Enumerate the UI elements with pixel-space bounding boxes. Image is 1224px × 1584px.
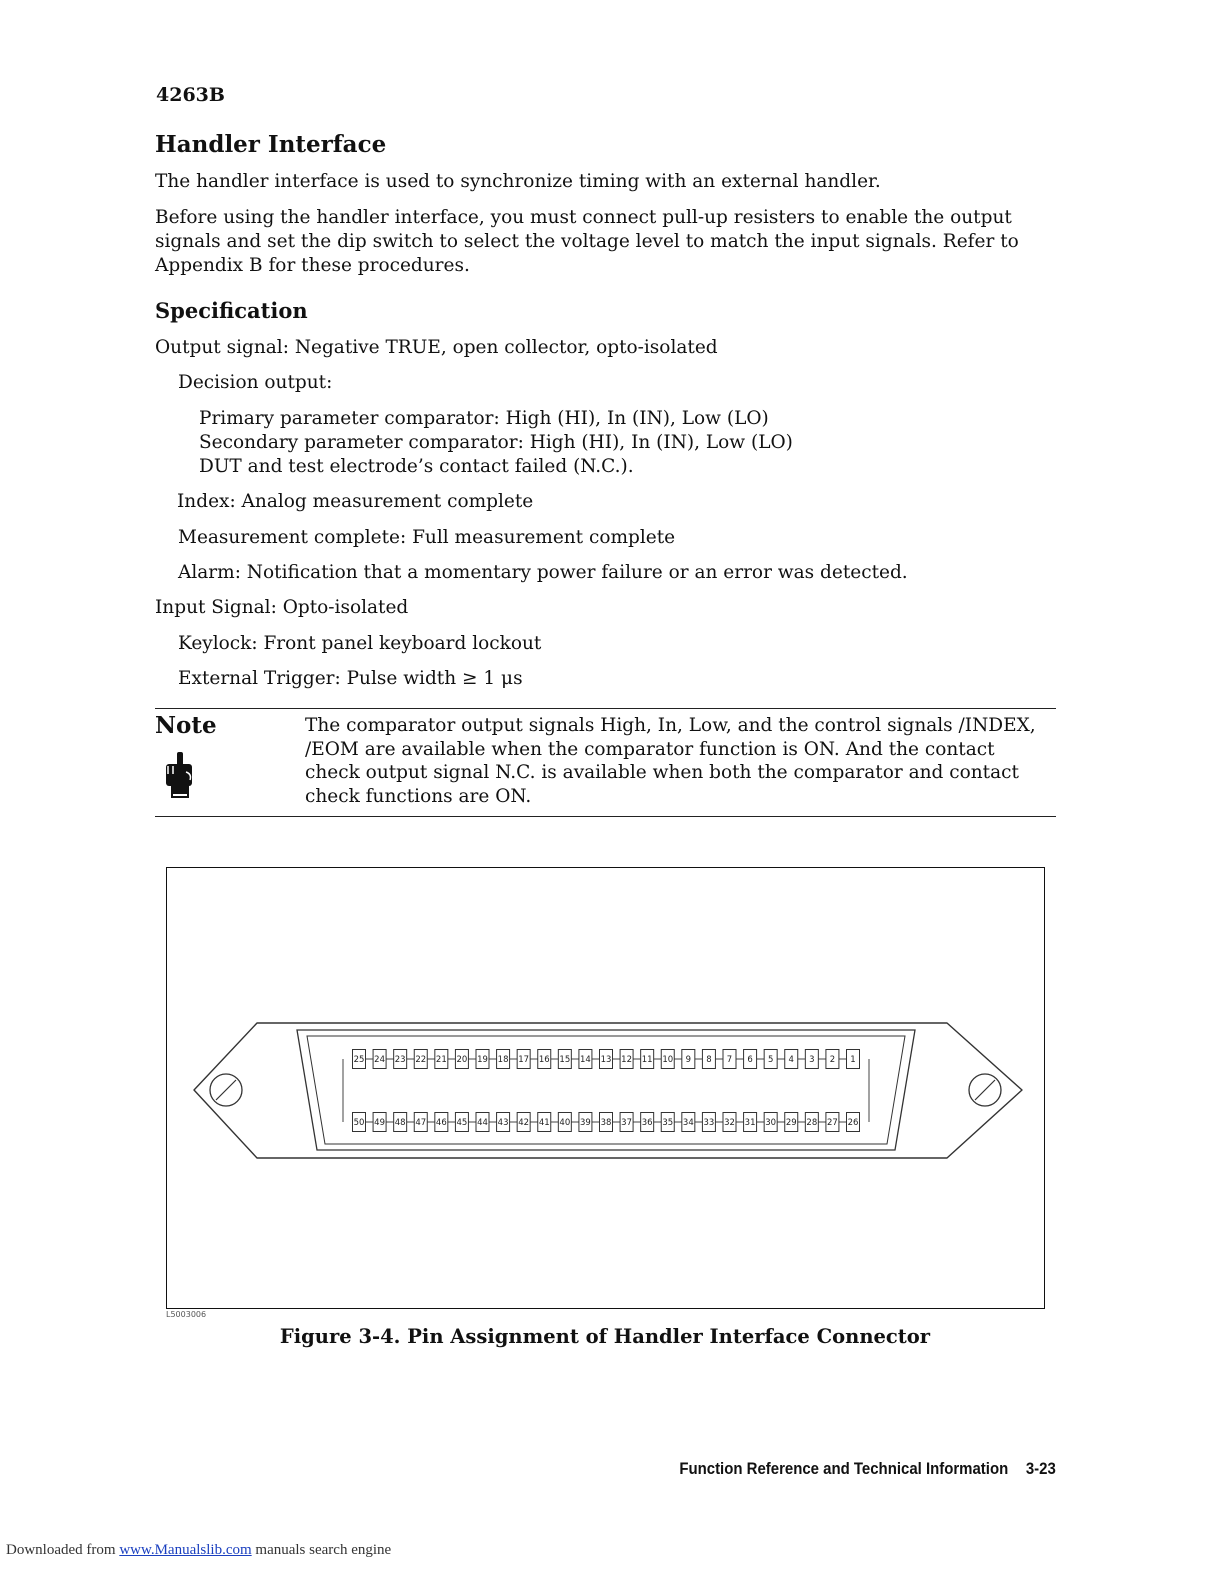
pin-label: 12 bbox=[621, 1055, 632, 1065]
figure-id: L5003006 bbox=[166, 1310, 207, 1319]
spec-meas-complete: Measurement complete: Full measurement complete bbox=[178, 527, 676, 548]
pin-label: 11 bbox=[641, 1055, 653, 1065]
pin-label: 13 bbox=[600, 1055, 612, 1065]
pin-label: 7 bbox=[726, 1055, 733, 1065]
pin-label: 20 bbox=[456, 1055, 468, 1065]
pin-label: 32 bbox=[724, 1118, 735, 1128]
pin-label: 18 bbox=[497, 1055, 509, 1065]
pin-label: 38 bbox=[600, 1118, 612, 1128]
pin-label: 44 bbox=[477, 1118, 488, 1128]
spec-input-signal: Input Signal: Opto-isolated bbox=[155, 597, 409, 618]
note-line: check functions are ON. bbox=[305, 785, 532, 807]
pin-label: 24 bbox=[374, 1055, 385, 1065]
spec-secondary: Secondary parameter comparator: High (HI), In (IN), Low (LO) bbox=[199, 432, 793, 453]
note-line: /EOM are available when the comparator function is ON. And the contact bbox=[305, 738, 995, 760]
pin-label: 16 bbox=[538, 1055, 550, 1065]
pin-label: 47 bbox=[415, 1118, 427, 1128]
pin-label: 26 bbox=[847, 1118, 859, 1128]
download-prefix: Downloaded from bbox=[6, 1542, 120, 1558]
pin-label: 2 bbox=[829, 1055, 836, 1065]
spec-index: Index: Analog measurement complete bbox=[177, 491, 534, 512]
note-label: Note bbox=[155, 712, 217, 739]
pin-label: 10 bbox=[662, 1055, 674, 1065]
pin-label: 30 bbox=[765, 1118, 777, 1128]
spec-alarm: Alarm: Notification that a momentary power failure or an error was detected. bbox=[178, 562, 908, 583]
pin-label: 23 bbox=[394, 1055, 406, 1065]
pin-label: 42 bbox=[518, 1118, 530, 1128]
spec-decision-output: Decision output: bbox=[178, 372, 333, 393]
figure-frame bbox=[166, 867, 1045, 1309]
pin-label: 1 bbox=[850, 1055, 856, 1065]
intro-line: signals and set the dip switch to select the voltage level to match the input signals. Refer to bbox=[155, 231, 1019, 252]
page-footer bbox=[680, 1459, 1056, 1479]
figure-caption: Figure 3-4. Pin Assignment of Handler Interface Connector bbox=[279, 1325, 931, 1348]
spec-primary: Primary parameter comparator: High (HI), In (IN), Low (LO) bbox=[199, 408, 769, 429]
pin-label: 29 bbox=[785, 1118, 797, 1128]
pin-label: 41 bbox=[538, 1118, 550, 1128]
pin-label: 48 bbox=[394, 1118, 406, 1128]
pin-label: 28 bbox=[806, 1118, 818, 1128]
pin-label: 14 bbox=[580, 1055, 591, 1065]
pin-label: 17 bbox=[518, 1055, 530, 1065]
pin-label: 46 bbox=[435, 1118, 447, 1128]
pin-label: 25 bbox=[353, 1055, 365, 1065]
note-top-rule bbox=[155, 708, 1056, 709]
note-line: check output signal N.C. is available when both the comparator and contact bbox=[305, 762, 1019, 783]
pin-label: 27 bbox=[827, 1118, 838, 1128]
pin-label: 31 bbox=[744, 1118, 756, 1128]
intro-paragraph-1: The handler interface is used to synchronize timing with an external handler. bbox=[155, 171, 881, 192]
connector-diagram bbox=[167, 868, 1044, 1308]
pin-label: 43 bbox=[497, 1118, 509, 1128]
pin-label: 49 bbox=[374, 1118, 385, 1128]
spec-output-signal: Output signal: Negative TRUE, open collector, opto-isolated bbox=[155, 337, 718, 358]
page-number: 3-23 bbox=[1026, 1459, 1056, 1478]
spec-heading: Specification bbox=[155, 298, 308, 323]
spec-keylock: Keylock: Front panel keyboard lockout bbox=[178, 633, 542, 654]
pin-label: 6 bbox=[747, 1055, 753, 1065]
section-title: Handler Interface bbox=[155, 131, 387, 158]
pin-label: 37 bbox=[621, 1118, 632, 1128]
pin-label: 21 bbox=[435, 1055, 447, 1065]
spec-dut: DUT and test electrode’s contact failed (N.C.). bbox=[199, 456, 634, 477]
pin-label: 34 bbox=[682, 1118, 694, 1128]
pin-label: 9 bbox=[685, 1055, 692, 1065]
model-number: 4263B bbox=[156, 84, 225, 106]
pin-label: 19 bbox=[477, 1055, 488, 1065]
intro-line: Appendix B for these procedures. bbox=[155, 255, 470, 276]
pin-label: 36 bbox=[641, 1118, 653, 1128]
bottom-pin-row bbox=[353, 1113, 860, 1132]
pin-label: 39 bbox=[580, 1118, 591, 1128]
top-pin-row bbox=[353, 1050, 860, 1069]
pin-label: 8 bbox=[706, 1055, 712, 1065]
note-text bbox=[305, 714, 1050, 808]
note-bottom-rule bbox=[155, 816, 1056, 817]
pin-label: 45 bbox=[456, 1118, 468, 1128]
intro-line: Before using the handler interface, you must connect pull-up resisters to enable the output bbox=[155, 207, 1012, 228]
spec-ext-trigger: External Trigger: Pulse width ≥ 1 μs bbox=[178, 668, 523, 689]
pin-label: 22 bbox=[415, 1055, 427, 1065]
pin-label: 40 bbox=[559, 1118, 571, 1128]
intro-paragraph-2 bbox=[155, 206, 1019, 278]
pin-label: 35 bbox=[662, 1118, 674, 1128]
footer-section-title: Function Reference and Technical Information bbox=[679, 1459, 1009, 1478]
pin-label: 15 bbox=[559, 1055, 571, 1065]
pin-label: 4 bbox=[788, 1055, 794, 1065]
pin-label: 3 bbox=[809, 1055, 815, 1065]
pin-label: 50 bbox=[353, 1118, 365, 1128]
note-line: The comparator output signals High, In, Low, and the control signals /INDEX, bbox=[305, 715, 1036, 736]
manualslib-link[interactable]: www.Manualslib.com bbox=[119, 1542, 252, 1558]
pin-label: 5 bbox=[767, 1055, 774, 1065]
pointing-hand-icon bbox=[160, 750, 198, 806]
download-suffix: manuals search engine bbox=[251, 1542, 392, 1558]
download-banner bbox=[6, 1542, 391, 1559]
pin-label: 33 bbox=[703, 1118, 715, 1128]
